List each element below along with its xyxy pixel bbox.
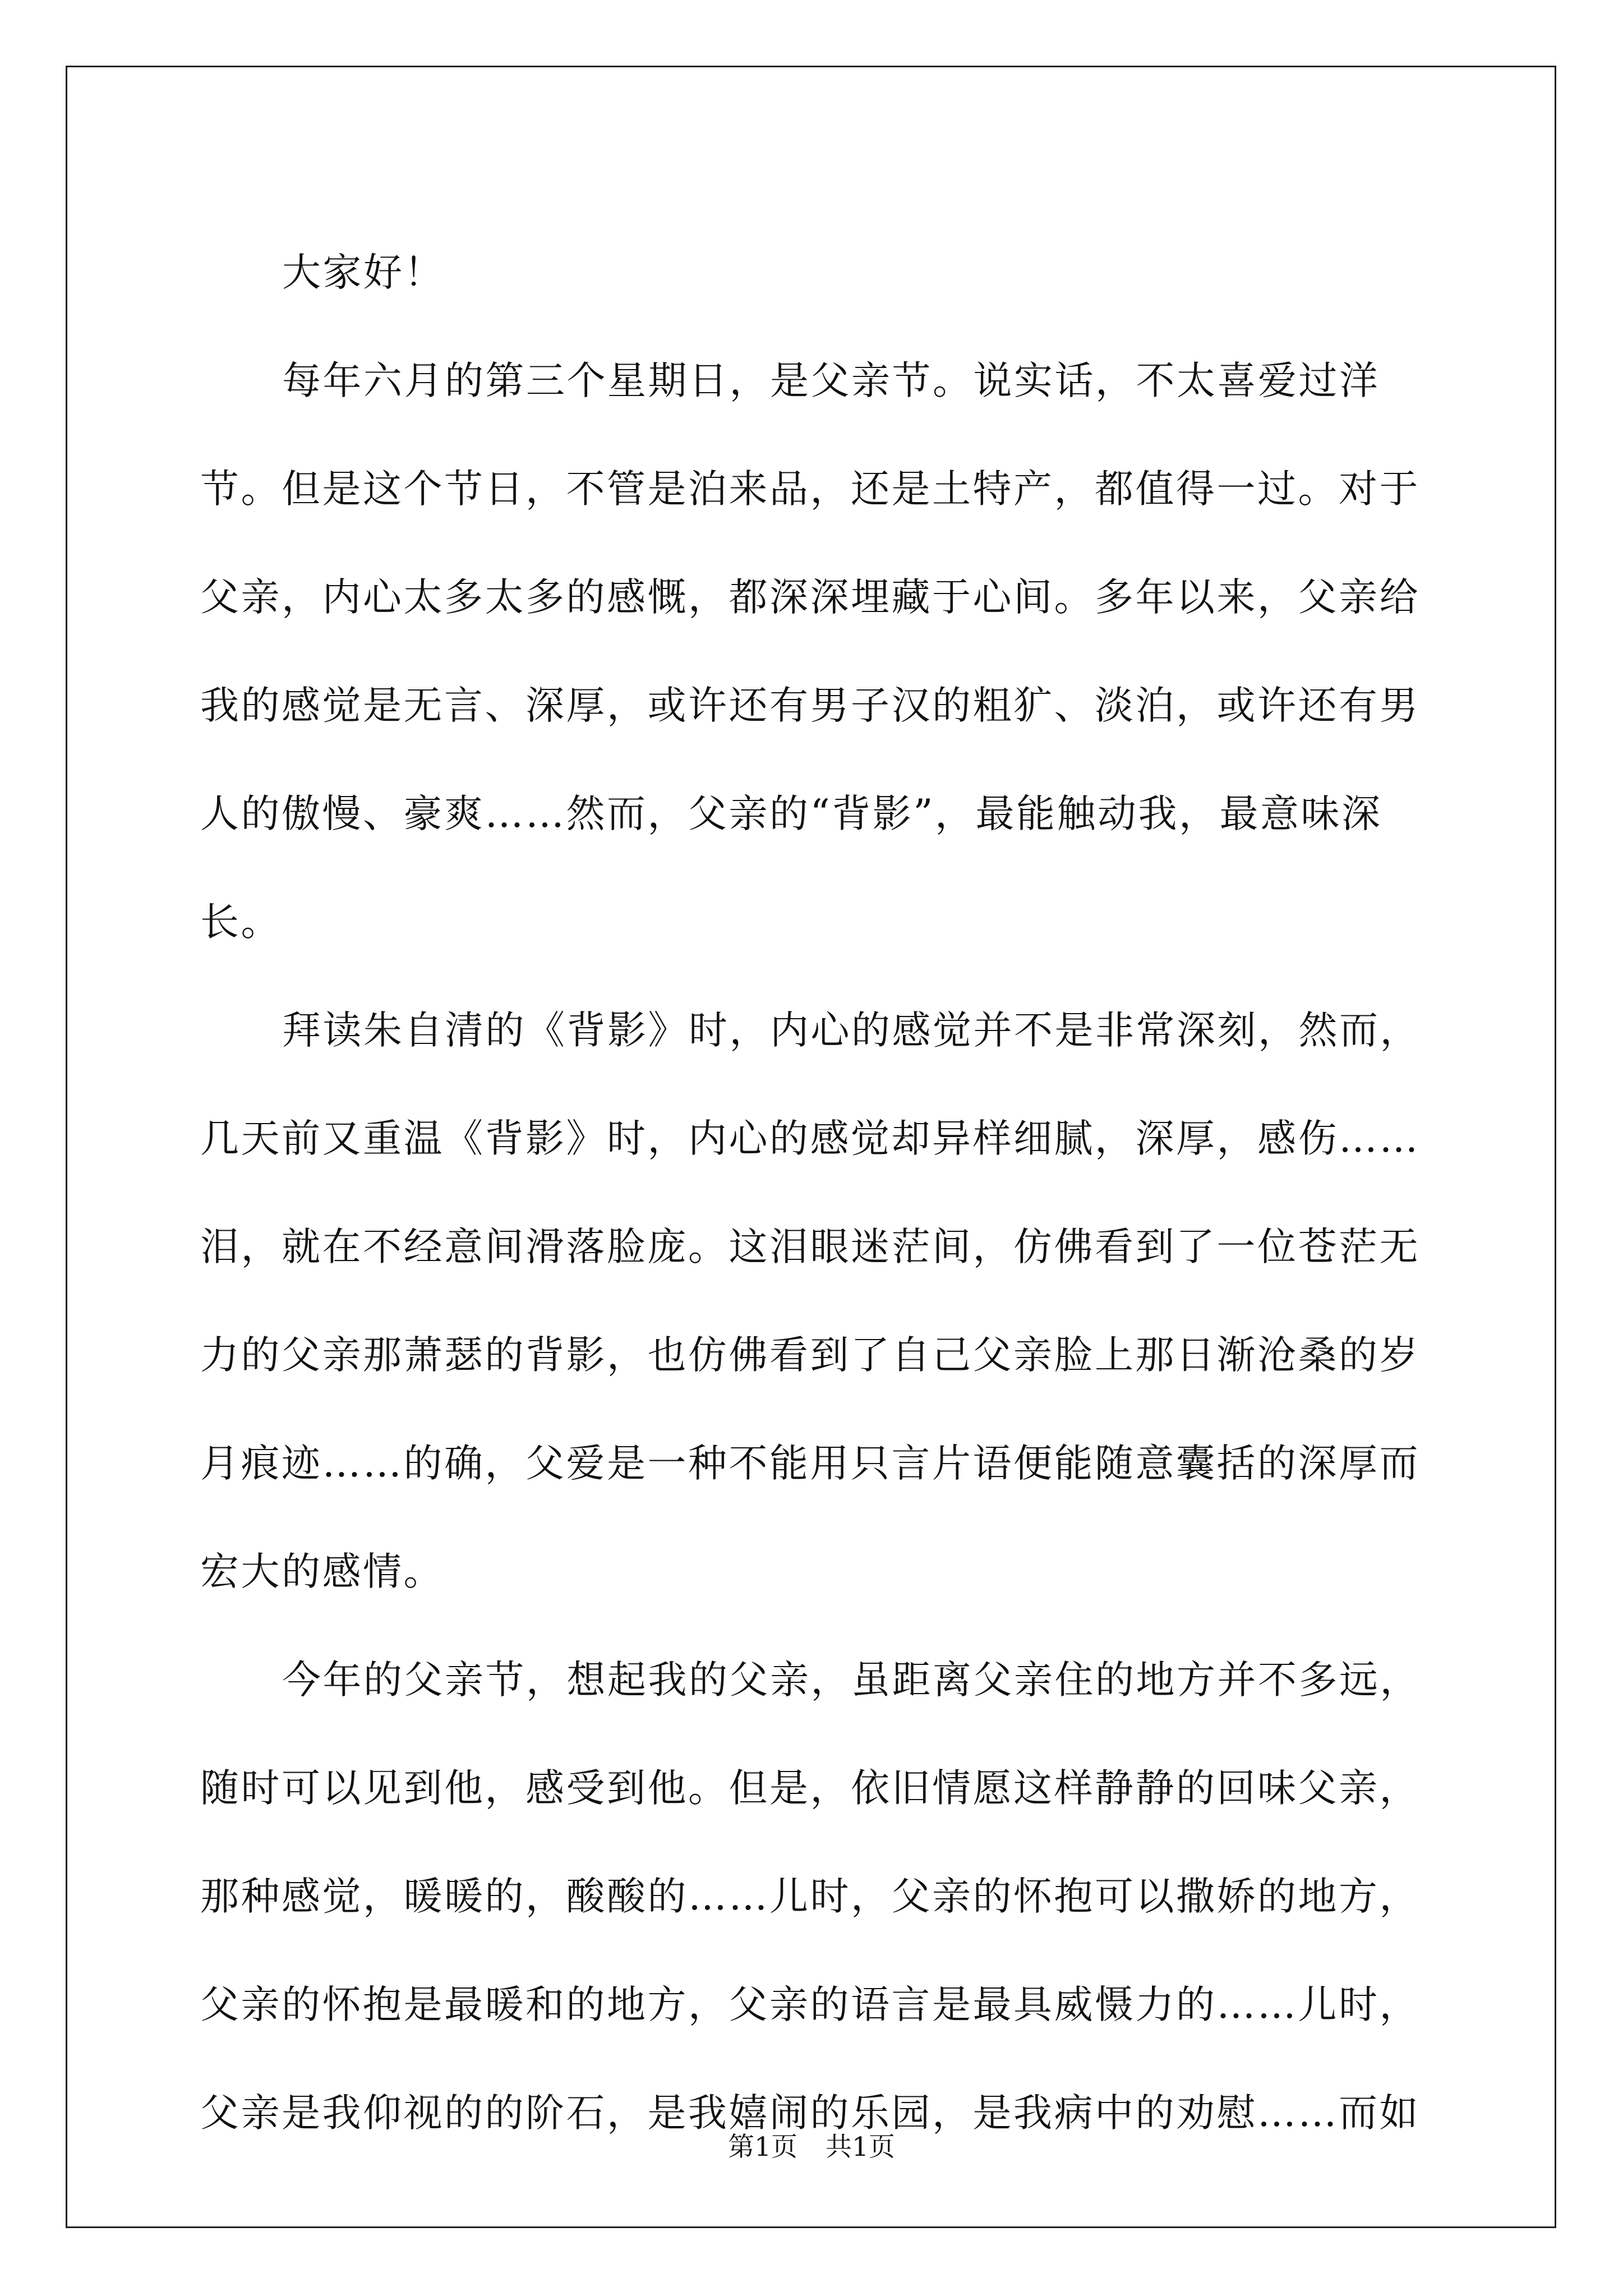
page-footer bbox=[0, 2131, 1623, 2164]
paragraph-back-view: 拜读朱自清的《背影》时，内心的感觉并不是非常深刻，然而，几天前又重温《背影》时，内心的感觉却异样细腻，深厚，感伤……泪，就在不经意间滑落脸庞。这泪眼迷茫间，仿佛看到了一位苍茫无力的父亲那萧瑟的背影，也仿佛看到了自己父亲脸上那日渐沧桑的岁月痕迹……的确，父爱是一种不能用只言片语便能随意囊括的深厚而宏大的感情。 bbox=[200, 1008, 1421, 1594]
paragraph-this-year: 今年的父亲节，想起我的父亲，虽距离父亲住的地方并不多远，随时可以见到他，感受到他。但是，依旧情愿这样静静的回味父亲，那种感觉，暖暖的，酸酸的……儿时，父亲的怀抱可以撒娇的地方，父亲的怀抱是最暖和的地方，父亲的语言是最具威慑力的……儿时，父亲是我仰视的的阶石，是我嬉闹的乐园，是我病中的劝慰……而如 bbox=[200, 1658, 1421, 2136]
page-total: 共1页 bbox=[826, 2132, 895, 2162]
paragraph-greeting: 大家好！ bbox=[282, 250, 445, 295]
document-body bbox=[200, 219, 1423, 2168]
paragraph-fathers-day: 每年六月的第三个星期日，是父亲节。说实话，不太喜爱过洋节。但是这个节日，不管是泊来品，还是土特产，都值得一过。对于父亲，内心太多太多的感慨，都深深埋藏于心间。多年以来，父亲给我的感觉是无言、深厚，或许还有男子汉的粗犷、淡泊，或许还有男人的傲慢、豪爽……然而，父亲的“背影”，最能触动我，最意味深长。 bbox=[200, 358, 1420, 945]
page-number: 第1页 bbox=[728, 2132, 797, 2162]
